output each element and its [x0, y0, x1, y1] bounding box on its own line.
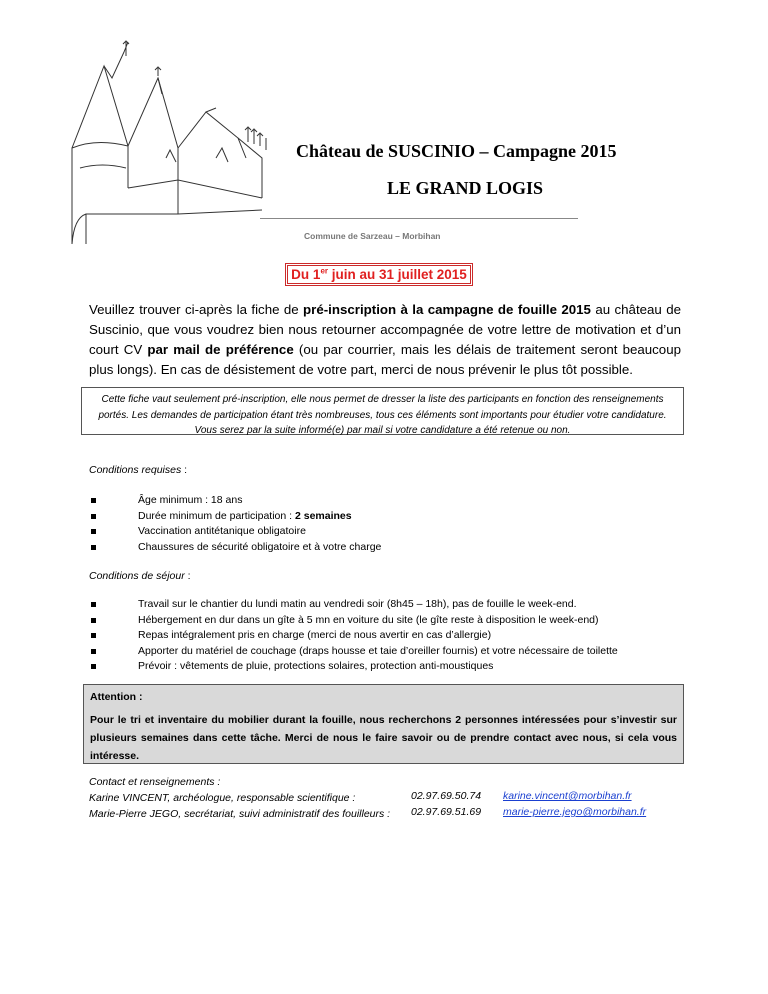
attention-body: Pour le tri et inventaire du mobilier durant la fouille, nous recherchons 2 personnes intéressées pour s’investir sur plusieurs semaines dans cette tâche. Merci de nous le faire savoir ou de prendre contact avec nous, si cela vous intéresse.	[90, 714, 677, 762]
intro-bold-2: par mail de préférence	[147, 342, 294, 357]
list-item-text: Chaussures de sécurité obligatoire et à votre charge	[138, 540, 382, 553]
bullet-icon	[91, 664, 96, 669]
intro-bold-1: pré-inscription à la campagne de fouille 2015	[303, 302, 591, 317]
conditions-sejour-title	[89, 570, 191, 582]
list-item-text: Durée minimum de participation :	[138, 509, 295, 522]
list-item	[89, 493, 381, 509]
list-item-text: Apporter du matériel de couchage (draps housse et taie d’oreiller fournis) et votre nécessaire de toilette	[138, 644, 618, 657]
attention-heading: Attention :	[90, 691, 143, 703]
bullet-icon	[91, 514, 96, 519]
contact-name-1: Karine VINCENT, archéologue, responsable scientifique :	[89, 792, 356, 804]
conditions-requises-title-suffix: :	[181, 464, 188, 476]
list-item	[89, 540, 381, 556]
conditions-requises-list	[89, 493, 381, 555]
list-item	[89, 509, 381, 525]
list-item-text: Hébergement en dur dans un gîte à 5 mn en voiture du site (le gîte reste à disposition le week-end)	[138, 613, 599, 626]
list-item-bold: 2 semaines	[294, 509, 352, 522]
intro-text-3: (ou par courrier, mais les délais de traitement seront beaucoup plus longs). En cas de désistement de votre part, merci de nous prévenir le plus tôt possible.	[89, 342, 681, 377]
contact-phone-1: 02.97.69.50.74	[411, 790, 482, 802]
intro-text-1: Veuillez trouver ci-après la fiche de	[89, 302, 304, 317]
commune-label: Commune de Sarzeau – Morbihan	[304, 231, 441, 241]
contact-email-2[interactable]: marie-pierre.jego@morbihan.fr	[503, 806, 647, 818]
intro-paragraph	[89, 300, 681, 380]
attention-box	[83, 684, 684, 764]
list-item-text: Prévoir : vêtements de pluie, protections solaires, protection anti-moustiques	[138, 660, 494, 672]
list-item-text: Âge minimum : 18 ans	[138, 494, 243, 506]
page-title: Château de SUSCINIO – Campagne 2015	[296, 141, 617, 161]
list-item	[89, 644, 618, 660]
list-item	[89, 613, 618, 629]
list-item-text: Repas intégralement pris en charge (merci de nous avertir en cas d’allergie)	[138, 629, 492, 641]
date-range-box	[285, 263, 473, 286]
contact-heading: Contact et renseignements :	[89, 776, 221, 788]
date-sup: er	[320, 266, 328, 276]
conditions-requises-title	[89, 464, 187, 476]
bullet-icon	[91, 633, 96, 638]
bullet-icon	[91, 602, 96, 607]
list-item-text: Travail sur le chantier du lundi matin au vendredi soir (8h45 – 18h), pas de fouille le week-end.	[138, 598, 577, 610]
list-item	[89, 597, 618, 613]
list-item	[89, 659, 618, 675]
list-item	[89, 524, 381, 540]
list-item-text: Vaccination antitétanique obligatoire	[138, 525, 306, 537]
bullet-icon	[91, 649, 96, 654]
contact-name-2: Marie-Pierre JEGO, secrétariat, suivi administratif des fouilleurs :	[89, 808, 391, 820]
conditions-requises-title-text: Conditions requises	[89, 464, 182, 476]
bullet-icon	[91, 498, 96, 503]
bullet-icon	[91, 545, 96, 550]
list-item	[89, 628, 618, 644]
contact-phone-2: 02.97.69.51.69	[411, 806, 482, 818]
page-subtitle: LE GRAND LOGIS	[387, 178, 544, 198]
header-divider	[260, 218, 578, 219]
bullet-icon	[91, 618, 96, 623]
castle-logo	[66, 38, 306, 248]
conditions-sejour-title-text: Conditions de séjour	[89, 570, 185, 582]
intro-text-2: au château de Suscinio, que vous voudrez bien nous retourner accompagnée de votre lettre de motivation et d’un court CV	[89, 302, 682, 357]
conditions-sejour-title-suffix: :	[184, 570, 191, 582]
date-suffix: juin au 31 juillet 2015	[328, 267, 467, 282]
conditions-sejour-list	[89, 597, 618, 675]
contact-email-1[interactable]: karine.vincent@morbihan.fr	[503, 790, 632, 802]
preinscription-note: Cette fiche vaut seulement pré-inscription, elle nous permet de dresser la liste des participants en fonction des renseignements portés. Les demandes de participation étant très nombreuses, tous ces éléments sont importants pour étudier votre candidature. Vous serez par la suite informé(e) par mail si votre candidature a été retenue ou non.	[81, 387, 684, 435]
bullet-icon	[91, 529, 96, 534]
date-prefix: Du 1	[291, 267, 321, 282]
